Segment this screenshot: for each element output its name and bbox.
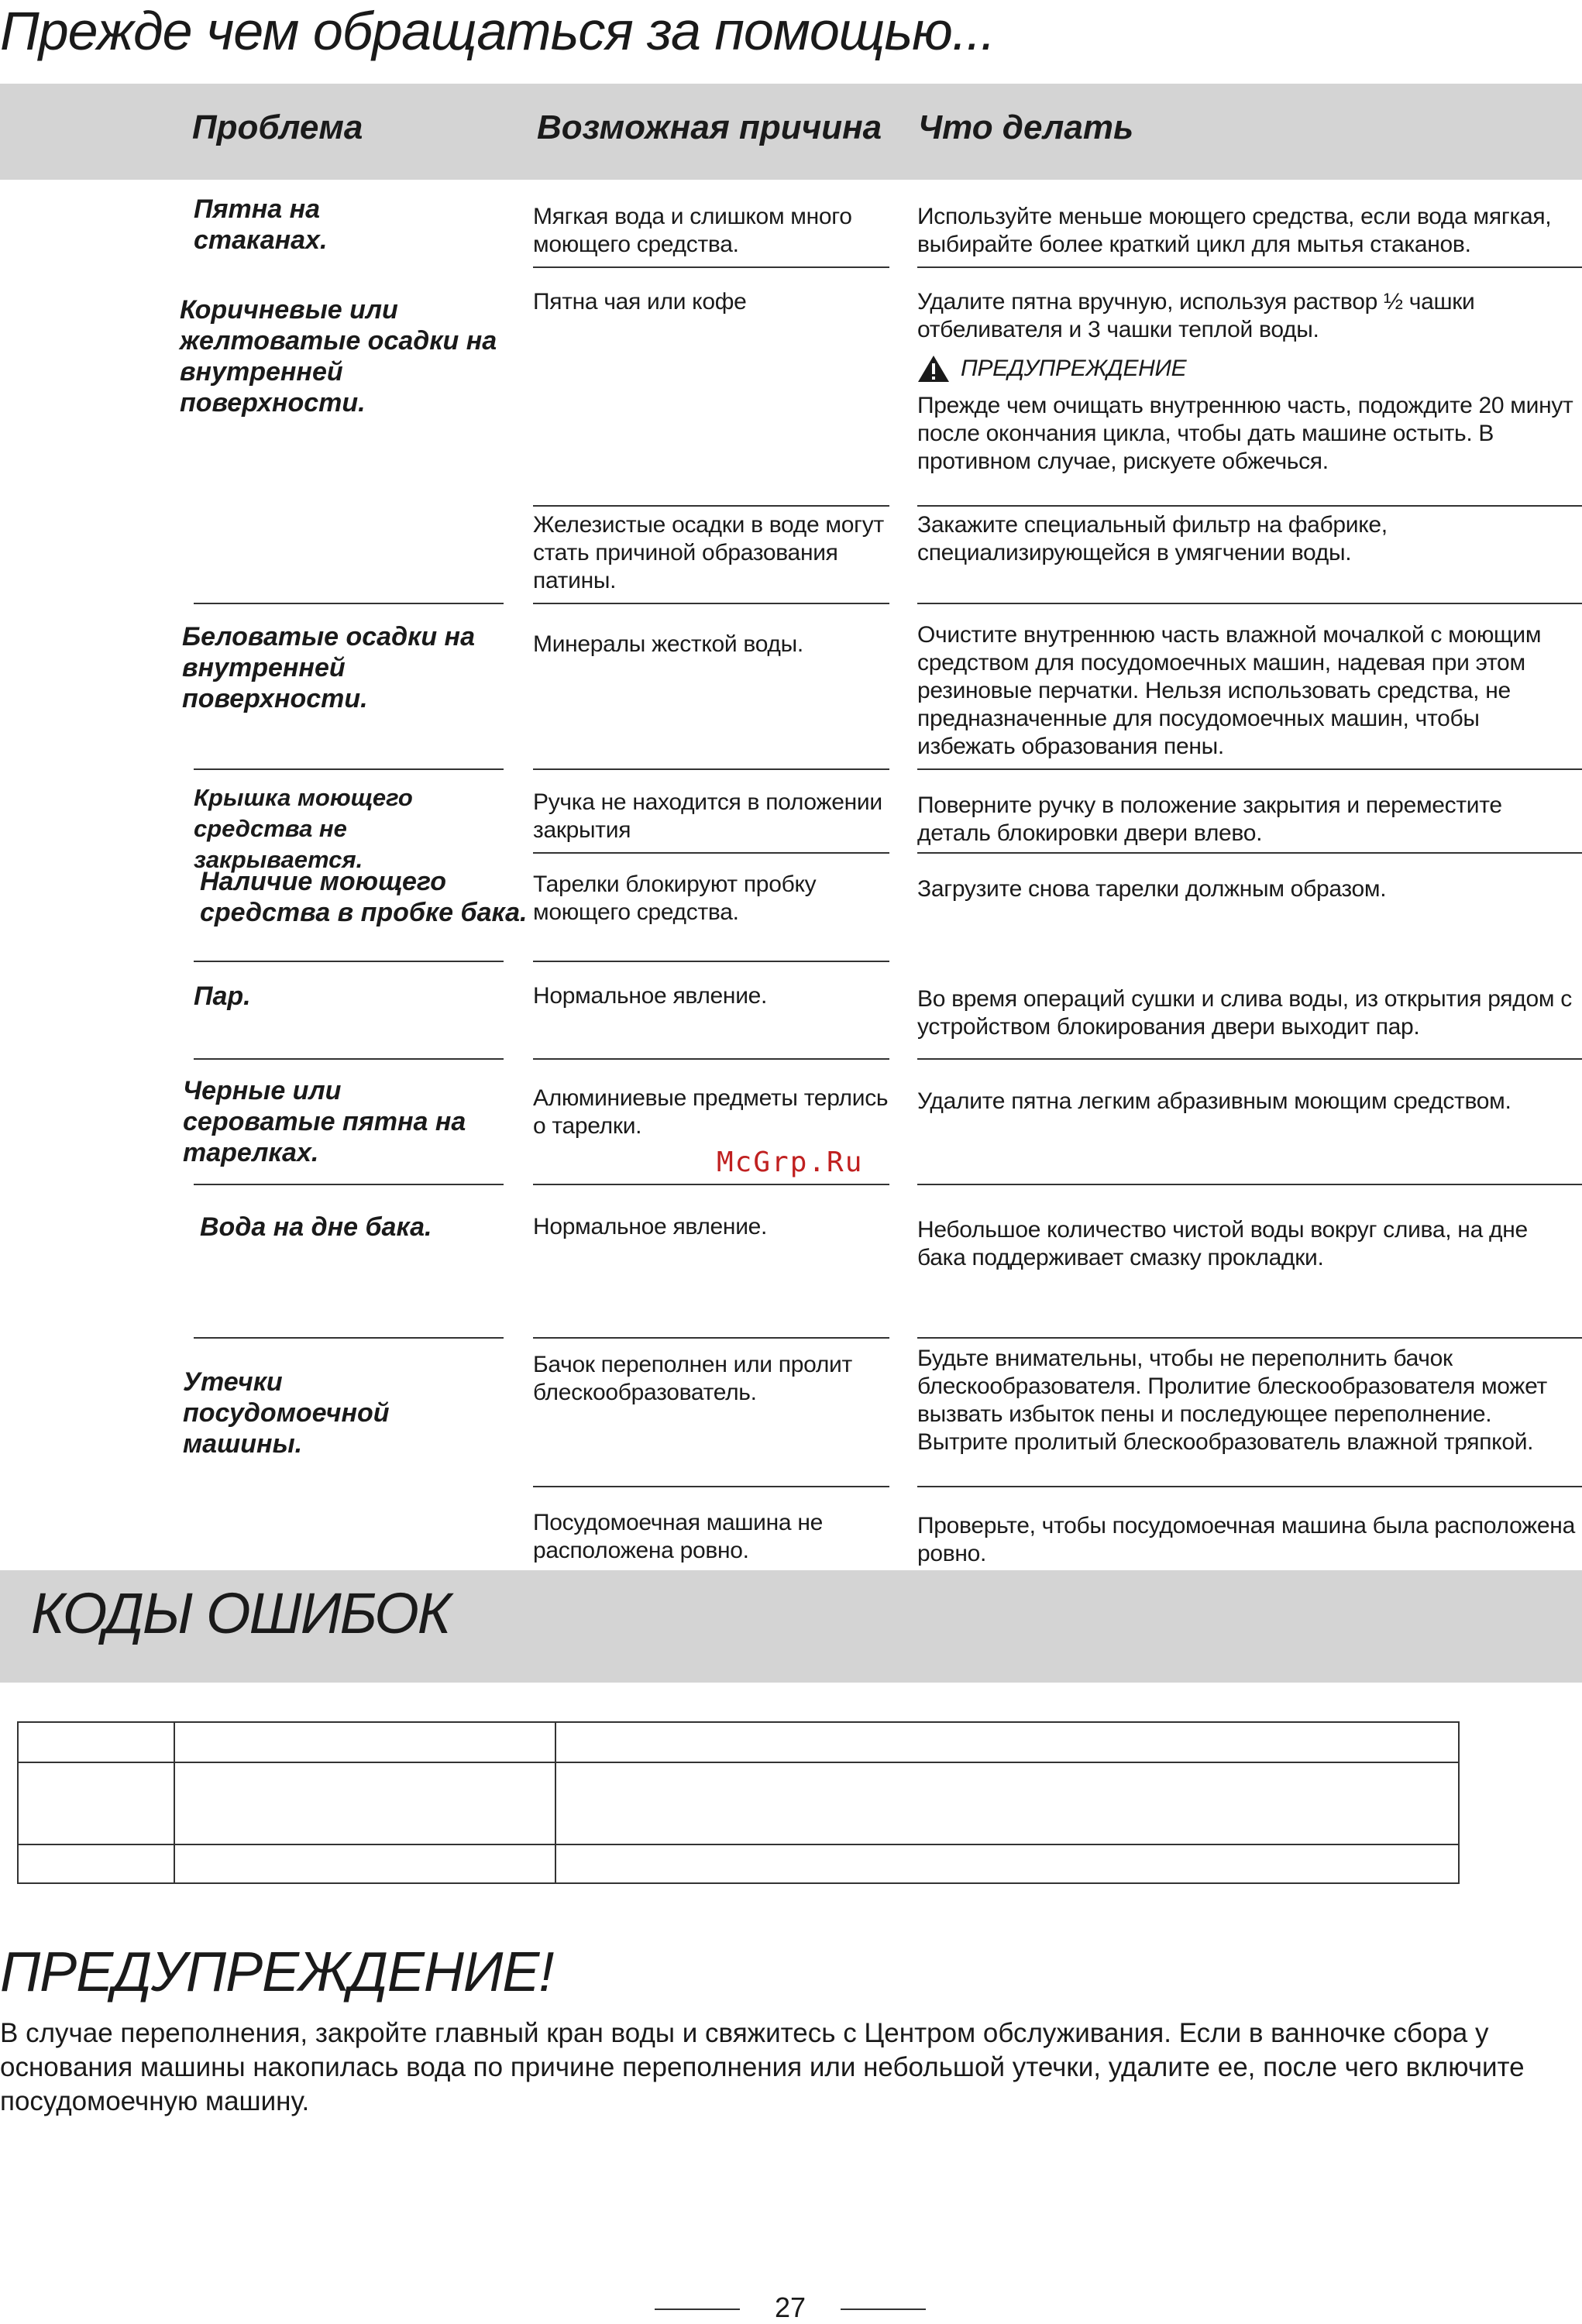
divider — [533, 603, 889, 604]
action-text: Удалите пятна вручную, используя раствор ½ чашки отбеливателя и 3 чашки теплой воды. — [917, 289, 1475, 342]
page-title: Прежде чем обращаться за помощью... — [0, 1, 996, 61]
cause-text: Пятна чая или кофе — [533, 289, 747, 315]
action-text: Загрузите снова тарелки должным образом. — [917, 876, 1387, 902]
page-number: 27 — [774, 2291, 806, 2323]
table-cell — [555, 1722, 1459, 1762]
divider — [917, 1058, 1582, 1060]
problem-text: Вода на дне бака. — [200, 1212, 432, 1242]
action-block — [917, 288, 1576, 476]
divider — [917, 603, 1582, 604]
divider — [533, 1337, 889, 1339]
divider — [194, 768, 504, 770]
divider — [917, 1184, 1582, 1185]
table-cell — [18, 1762, 174, 1844]
cause-text: Минералы жесткой воды. — [533, 631, 803, 657]
divider — [533, 1486, 889, 1487]
action-text: Проверьте, чтобы посудомоечная машина была расположена ровно. — [917, 1513, 1575, 1566]
divider — [533, 961, 889, 962]
error-codes-table — [17, 1721, 1460, 1884]
problem-text: Наличие моющего средства в пробке бака. — [200, 867, 528, 927]
divider — [194, 1337, 504, 1339]
header-action: Что делать — [918, 108, 1134, 146]
divider — [194, 603, 504, 604]
table-cell — [555, 1844, 1459, 1883]
divider — [917, 768, 1582, 770]
action-text: Закажите специальный фильтр на фабрике, специализирующейся в умягчении воды. — [917, 512, 1388, 566]
action-text: Будьте внимательны, чтобы не переполнить бачок блескообразователя. Пролитие блескообразователя может вызвать избыток пены и последующее переполнение. Вытрите пролитый блескообразователь влажной тряпкой. — [917, 1346, 1547, 1455]
divider — [194, 1184, 504, 1185]
cause-text: Железистые осадки в воде могут стать причиной образования патины. — [533, 512, 884, 593]
problem-text: Пятна на стаканах. — [194, 194, 328, 255]
table-row — [18, 1762, 1459, 1844]
warning-inline — [917, 355, 1576, 383]
problem-text: Пар. — [194, 982, 251, 1011]
divider — [917, 852, 1582, 854]
cause-text: Нормальное явление. — [533, 1214, 768, 1239]
warning-title: ПРЕДУПРЕЖДЕНИЕ! — [0, 1941, 554, 2003]
problem-text: Крышка моющего средства не закрывается. — [194, 784, 413, 873]
warning-text: В случае переполнения, закройте главный кран воды и свяжитесь с Центром обслуживания. Если в ванночке сбора у основания машины накопилась вода по причине переполнения или небольшой утечки, удалите ее, после чего включите посудомоечную машину. — [0, 2018, 1525, 2116]
divider — [194, 1058, 504, 1060]
table-cell — [174, 1762, 555, 1844]
header-problem: Проблема — [192, 108, 363, 146]
table-cell — [174, 1844, 555, 1883]
table-row — [18, 1722, 1459, 1762]
divider — [194, 961, 504, 962]
footer-rule-left — [655, 2309, 740, 2310]
divider — [917, 266, 1582, 268]
header-cause: Возможная причина — [537, 108, 882, 146]
table-cell — [174, 1722, 555, 1762]
cause-text: Бачок переполнен или пролит блескообразователь. — [533, 1352, 852, 1405]
problem-text: Беловатые осадки на внутренней поверхности. — [182, 622, 475, 713]
divider — [917, 505, 1582, 507]
divider — [533, 266, 889, 268]
cause-text: Посудомоечная машина не расположена ровно. — [533, 1510, 823, 1563]
problem-text: Коричневые или желтоватые осадки на внутренней поверхности. — [180, 295, 497, 418]
warning-triangle-icon — [917, 355, 950, 383]
divider — [533, 768, 889, 770]
divider — [917, 1486, 1582, 1487]
warning-text: Прежде чем очищать внутреннюю часть, подождите 20 минут после окончания цикла, чтобы дать машине остыть. В противном случае, рискуете обжечься. — [917, 393, 1573, 474]
table-cell — [18, 1722, 174, 1762]
divider — [533, 852, 889, 854]
footer-rule-right — [841, 2309, 926, 2310]
divider — [533, 1058, 889, 1060]
cause-text: Ручка не находится в положении закрытия — [533, 789, 882, 843]
table-cell — [18, 1844, 174, 1883]
cause-text: Нормальное явление. — [533, 983, 768, 1009]
table-row — [18, 1844, 1459, 1883]
divider — [533, 1184, 889, 1185]
action-text: Удалите пятна легким абразивным моющим средством. — [917, 1088, 1511, 1114]
warning-label: ПРЕДУПРЕЖДЕНИЕ — [961, 356, 1187, 381]
divider — [533, 505, 889, 507]
action-text: Очистите внутреннюю часть влажной мочалкой с моющим средством для посудомоечных машин, надевая при этом резиновые перчатки. Нельзя использовать средства, не предназначенные для посудомоечных машин, чтобы избежать образования пены. — [917, 622, 1542, 759]
action-text: Используйте меньше моющего средства, если вода мягкая, выбирайте более краткий цикл для мытья стаканов. — [917, 204, 1552, 257]
problem-text: Черные или сероватые пятна на тарелках. — [183, 1076, 466, 1167]
error-codes-title: КОДЫ ОШИБОК — [31, 1581, 450, 1645]
action-text: Небольшое количество чистой воды вокруг слива, на дне бака поддерживает смазку прокладки. — [917, 1217, 1528, 1270]
divider — [917, 1337, 1582, 1339]
cause-text: Алюминиевые предметы терлись о тарелки. — [533, 1085, 889, 1139]
cause-text: Мягкая вода и слишком много моющего средства. — [533, 204, 852, 257]
action-text: Во время операций сушки и слива воды, из открытия рядом с устройством блокирования двери выходит пар. — [917, 986, 1572, 1040]
action-text: Поверните ручку в положение закрытия и переместите деталь блокировки двери влево. — [917, 792, 1502, 846]
watermark: McGrp.Ru — [717, 1147, 864, 1178]
table-cell — [555, 1762, 1459, 1844]
cause-text: Тарелки блокируют пробку моющего средства. — [533, 871, 817, 925]
problem-text: Утечки посудомоечной машины. — [183, 1367, 390, 1459]
